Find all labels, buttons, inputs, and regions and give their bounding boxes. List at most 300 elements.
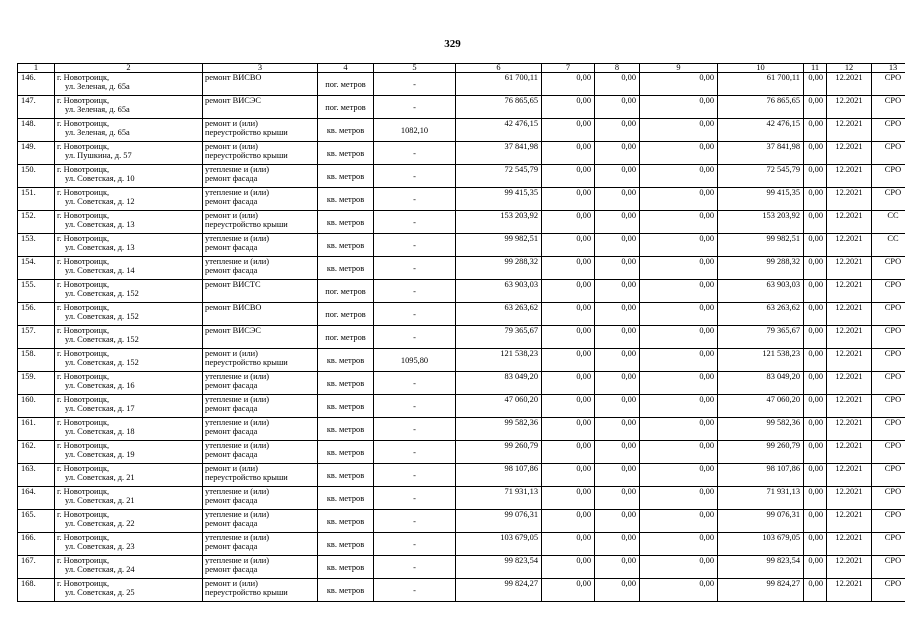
address-cell xyxy=(55,441,203,464)
fund-cost-cell: 47 060,20 xyxy=(718,395,804,418)
work-type-line1: утепление и (или) xyxy=(205,556,270,565)
completion-date-cell: 12.2021 xyxy=(827,510,872,533)
col8-cell: 0,00 xyxy=(542,418,595,441)
work-type-cell xyxy=(203,188,318,211)
table-row xyxy=(18,188,905,211)
row-number: 159. xyxy=(18,372,55,395)
fund-source-cell: СС xyxy=(872,211,905,234)
col10-cell: 0,00 xyxy=(640,487,718,510)
unit-cell: кв. метров xyxy=(318,487,374,510)
address-city: г. Новотроицк, xyxy=(57,188,110,197)
column-header: 12 xyxy=(827,64,872,73)
col9-cell: 0,00 xyxy=(595,326,640,349)
col9-cell: 0,00 xyxy=(595,234,640,257)
work-type-line1: ремонт и (или) xyxy=(205,119,258,128)
col10-cell: 0,00 xyxy=(640,96,718,119)
area-cell: - xyxy=(374,234,456,257)
area-cell: - xyxy=(374,142,456,165)
address-street: ул. Советская, д. 152 xyxy=(65,335,139,344)
total-cost-cell: 153 203,92 xyxy=(456,211,542,234)
row-number: 165. xyxy=(18,510,55,533)
col10-cell: 0,00 xyxy=(640,579,718,602)
table-row xyxy=(18,441,905,464)
row-number: 157. xyxy=(18,326,55,349)
row-number: 148. xyxy=(18,119,55,142)
completion-date-cell: 12.2021 xyxy=(827,119,872,142)
fund-cost-cell: 99 288,32 xyxy=(718,257,804,280)
fund-source-cell: СРО xyxy=(872,556,905,579)
work-type-line1: утепление и (или) xyxy=(205,188,270,197)
address-street: ул. Зеленая, д. 65а xyxy=(65,105,130,114)
work-type-line1: утепление и (или) xyxy=(205,510,270,519)
col9-cell: 0,00 xyxy=(595,119,640,142)
unit-cell: кв. метров xyxy=(318,579,374,602)
completion-date-cell: 12.2021 xyxy=(827,73,872,96)
area-cell: - xyxy=(374,326,456,349)
col9-cell: 0,00 xyxy=(595,257,640,280)
completion-date-cell: 12.2021 xyxy=(827,211,872,234)
fund-source-cell: СРО xyxy=(872,510,905,533)
address-street: ул. Советская, д. 10 xyxy=(65,174,135,183)
address-cell xyxy=(55,533,203,556)
col10-cell: 0,00 xyxy=(640,257,718,280)
col9-cell: 0,00 xyxy=(595,464,640,487)
address-cell xyxy=(55,349,203,372)
work-type-line2: переустройство крыши xyxy=(205,151,288,160)
table-row xyxy=(18,395,905,418)
address-city: г. Новотроицк, xyxy=(57,326,110,335)
work-type-cell xyxy=(203,510,318,533)
table-row xyxy=(18,487,905,510)
col9-cell: 0,00 xyxy=(595,510,640,533)
work-type-cell xyxy=(203,257,318,280)
address-cell xyxy=(55,73,203,96)
col8-cell: 0,00 xyxy=(542,188,595,211)
area-cell: - xyxy=(374,280,456,303)
area-cell: - xyxy=(374,188,456,211)
table-row xyxy=(18,73,905,96)
work-type-cell xyxy=(203,533,318,556)
address-street: ул. Советская, д. 21 xyxy=(65,496,135,505)
work-type-cell xyxy=(203,441,318,464)
col12-cell: 0,00 xyxy=(804,326,827,349)
work-type-line1: ремонт ВИСВО xyxy=(205,303,262,312)
col8-cell: 0,00 xyxy=(542,579,595,602)
address-cell xyxy=(55,119,203,142)
col9-cell: 0,00 xyxy=(595,188,640,211)
area-cell: - xyxy=(374,579,456,602)
work-type-line2: ремонт фасада xyxy=(205,174,258,183)
completion-date-cell: 12.2021 xyxy=(827,418,872,441)
col12-cell: 0,00 xyxy=(804,165,827,188)
total-cost-cell: 83 049,20 xyxy=(456,372,542,395)
total-cost-cell: 99 076,31 xyxy=(456,510,542,533)
total-cost-cell: 99 415,35 xyxy=(456,188,542,211)
area-cell: - xyxy=(374,510,456,533)
table-header-row xyxy=(18,64,905,73)
fund-source-cell: СРО xyxy=(872,280,905,303)
col10-cell: 0,00 xyxy=(640,349,718,372)
work-type-line2: ремонт фасада xyxy=(205,519,258,528)
work-type-cell xyxy=(203,211,318,234)
col10-cell: 0,00 xyxy=(640,441,718,464)
row-number: 154. xyxy=(18,257,55,280)
col12-cell: 0,00 xyxy=(804,96,827,119)
col10-cell: 0,00 xyxy=(640,510,718,533)
col10-cell: 0,00 xyxy=(640,142,718,165)
col9-cell: 0,00 xyxy=(595,487,640,510)
work-type-line2: переустройство крыши xyxy=(205,358,288,367)
address-cell xyxy=(55,303,203,326)
area-cell: - xyxy=(374,487,456,510)
address-cell xyxy=(55,234,203,257)
col9-cell: 0,00 xyxy=(595,441,640,464)
col12-cell: 0,00 xyxy=(804,556,827,579)
col10-cell: 0,00 xyxy=(640,119,718,142)
column-header: 1 xyxy=(18,64,55,73)
fund-cost-cell: 153 203,92 xyxy=(718,211,804,234)
table-row xyxy=(18,96,905,119)
col8-cell: 0,00 xyxy=(542,119,595,142)
col9-cell: 0,00 xyxy=(595,372,640,395)
unit-cell: пог. метров xyxy=(318,96,374,119)
unit-cell: кв. метров xyxy=(318,395,374,418)
row-number: 149. xyxy=(18,142,55,165)
fund-cost-cell: 63 263,62 xyxy=(718,303,804,326)
completion-date-cell: 12.2021 xyxy=(827,441,872,464)
fund-source-cell: СРО xyxy=(872,303,905,326)
table-row xyxy=(18,211,905,234)
col8-cell: 0,00 xyxy=(542,211,595,234)
work-type-line1: ремонт и (или) xyxy=(205,349,258,358)
work-type-line1: утепление и (или) xyxy=(205,234,270,243)
work-type-line1: ремонт и (или) xyxy=(205,211,258,220)
fund-cost-cell: 99 260,79 xyxy=(718,441,804,464)
unit-cell: кв. метров xyxy=(318,441,374,464)
work-type-line2: ремонт фасада xyxy=(205,404,258,413)
col12-cell: 0,00 xyxy=(804,349,827,372)
work-type-cell xyxy=(203,73,318,96)
address-cell xyxy=(55,96,203,119)
address-city: г. Новотроицк, xyxy=(57,395,110,404)
col9-cell: 0,00 xyxy=(595,73,640,96)
table-row xyxy=(18,326,905,349)
col12-cell: 0,00 xyxy=(804,280,827,303)
col9-cell: 0,00 xyxy=(595,556,640,579)
table-row xyxy=(18,372,905,395)
total-cost-cell: 61 700,11 xyxy=(456,73,542,96)
fund-source-cell: СС xyxy=(872,234,905,257)
area-cell: - xyxy=(374,395,456,418)
col8-cell: 0,00 xyxy=(542,280,595,303)
work-type-line2: ремонт фасада xyxy=(205,565,258,574)
address-city: г. Новотроицк, xyxy=(57,556,110,565)
total-cost-cell: 47 060,20 xyxy=(456,395,542,418)
address-cell xyxy=(55,510,203,533)
address-city: г. Новотроицк, xyxy=(57,142,110,151)
work-type-cell xyxy=(203,119,318,142)
address-city: г. Новотроицк, xyxy=(57,211,110,220)
address-street: ул. Советская, д. 21 xyxy=(65,473,135,482)
col8-cell: 0,00 xyxy=(542,165,595,188)
address-city: г. Новотроицк, xyxy=(57,73,110,82)
fund-cost-cell: 99 823,54 xyxy=(718,556,804,579)
completion-date-cell: 12.2021 xyxy=(827,464,872,487)
area-cell: - xyxy=(374,464,456,487)
area-cell: 1095,80 xyxy=(374,349,456,372)
col10-cell: 0,00 xyxy=(640,211,718,234)
work-type-line2: переустройство крыши xyxy=(205,128,288,137)
address-city: г. Новотроицк, xyxy=(57,119,110,128)
completion-date-cell: 12.2021 xyxy=(827,487,872,510)
completion-date-cell: 12.2021 xyxy=(827,188,872,211)
fund-cost-cell: 99 824,27 xyxy=(718,579,804,602)
col10-cell: 0,00 xyxy=(640,372,718,395)
total-cost-cell: 63 263,62 xyxy=(456,303,542,326)
completion-date-cell: 12.2021 xyxy=(827,96,872,119)
work-type-line1: ремонт ВИСТС xyxy=(205,280,261,289)
area-cell: - xyxy=(374,418,456,441)
table-row xyxy=(18,303,905,326)
col9-cell: 0,00 xyxy=(595,579,640,602)
fund-source-cell: СРО xyxy=(872,188,905,211)
total-cost-cell: 72 545,79 xyxy=(456,165,542,188)
work-type-cell xyxy=(203,418,318,441)
address-city: г. Новотроицк, xyxy=(57,533,110,542)
column-header: 9 xyxy=(640,64,718,73)
address-cell xyxy=(55,165,203,188)
completion-date-cell: 12.2021 xyxy=(827,165,872,188)
total-cost-cell: 99 288,32 xyxy=(456,257,542,280)
fund-cost-cell: 83 049,20 xyxy=(718,372,804,395)
work-type-line2: ремонт фасада xyxy=(205,427,258,436)
row-number: 147. xyxy=(18,96,55,119)
work-type-line1: ремонт ВИСЭС xyxy=(205,326,261,335)
table-row xyxy=(18,234,905,257)
address-street: ул. Советская, д. 18 xyxy=(65,427,135,436)
col12-cell: 0,00 xyxy=(804,510,827,533)
work-type-line1: утепление и (или) xyxy=(205,372,270,381)
work-type-line2: ремонт фасада xyxy=(205,450,258,459)
col8-cell: 0,00 xyxy=(542,510,595,533)
total-cost-cell: 99 824,27 xyxy=(456,579,542,602)
unit-cell: кв. метров xyxy=(318,510,374,533)
address-street: ул. Советская, д. 17 xyxy=(65,404,135,413)
col12-cell: 0,00 xyxy=(804,303,827,326)
fund-cost-cell: 99 076,31 xyxy=(718,510,804,533)
fund-cost-cell: 72 545,79 xyxy=(718,165,804,188)
work-type-line2: ремонт фасада xyxy=(205,266,258,275)
work-type-cell xyxy=(203,303,318,326)
col8-cell: 0,00 xyxy=(542,73,595,96)
unit-cell: кв. метров xyxy=(318,119,374,142)
table-row xyxy=(18,257,905,280)
col10-cell: 0,00 xyxy=(640,73,718,96)
address-street: ул. Советская, д. 12 xyxy=(65,197,135,206)
col8-cell: 0,00 xyxy=(542,257,595,280)
fund-source-cell: СРО xyxy=(872,349,905,372)
fund-source-cell: СРО xyxy=(872,579,905,602)
col8-cell: 0,00 xyxy=(542,96,595,119)
fund-cost-cell: 37 841,98 xyxy=(718,142,804,165)
col12-cell: 0,00 xyxy=(804,73,827,96)
row-number: 156. xyxy=(18,303,55,326)
address-street: ул. Зеленая, д. 65а xyxy=(65,128,130,137)
total-cost-cell: 98 107,86 xyxy=(456,464,542,487)
address-street: ул. Советская, д. 13 xyxy=(65,220,135,229)
fund-source-cell: СРО xyxy=(872,441,905,464)
row-number: 146. xyxy=(18,73,55,96)
row-number: 152. xyxy=(18,211,55,234)
address-cell xyxy=(55,418,203,441)
table-row xyxy=(18,556,905,579)
work-type-line1: утепление и (или) xyxy=(205,487,270,496)
table-row xyxy=(18,280,905,303)
column-header: 8 xyxy=(595,64,640,73)
col8-cell: 0,00 xyxy=(542,556,595,579)
area-cell: - xyxy=(374,372,456,395)
col12-cell: 0,00 xyxy=(804,579,827,602)
col10-cell: 0,00 xyxy=(640,418,718,441)
area-cell: 1082,10 xyxy=(374,119,456,142)
col12-cell: 0,00 xyxy=(804,533,827,556)
work-type-line1: утепление и (или) xyxy=(205,395,270,404)
table-row xyxy=(18,119,905,142)
completion-date-cell: 12.2021 xyxy=(827,349,872,372)
work-type-line1: ремонт ВИСЭС xyxy=(205,96,261,105)
area-cell: - xyxy=(374,73,456,96)
address-street: ул. Советская, д. 16 xyxy=(65,381,135,390)
column-header: 11 xyxy=(804,64,827,73)
fund-cost-cell: 99 582,36 xyxy=(718,418,804,441)
fund-cost-cell: 103 679,05 xyxy=(718,533,804,556)
column-header: 7 xyxy=(542,64,595,73)
completion-date-cell: 12.2021 xyxy=(827,556,872,579)
address-cell xyxy=(55,464,203,487)
total-cost-cell: 76 865,65 xyxy=(456,96,542,119)
col8-cell: 0,00 xyxy=(542,487,595,510)
col8-cell: 0,00 xyxy=(542,395,595,418)
address-city: г. Новотроицк, xyxy=(57,96,110,105)
address-cell xyxy=(55,395,203,418)
address-cell xyxy=(55,257,203,280)
unit-cell: кв. метров xyxy=(318,464,374,487)
work-type-line1: утепление и (или) xyxy=(205,257,270,266)
address-cell xyxy=(55,142,203,165)
row-number: 164. xyxy=(18,487,55,510)
unit-cell: кв. метров xyxy=(318,211,374,234)
work-type-cell xyxy=(203,579,318,602)
row-number: 160. xyxy=(18,395,55,418)
work-type-line2: ремонт фасада xyxy=(205,381,258,390)
unit-cell: кв. метров xyxy=(318,349,374,372)
fund-source-cell: СРО xyxy=(872,372,905,395)
completion-date-cell: 12.2021 xyxy=(827,579,872,602)
address-city: г. Новотроицк, xyxy=(57,257,110,266)
area-cell: - xyxy=(374,556,456,579)
address-cell xyxy=(55,556,203,579)
completion-date-cell: 12.2021 xyxy=(827,303,872,326)
address-city: г. Новотроицк, xyxy=(57,441,110,450)
col9-cell: 0,00 xyxy=(595,142,640,165)
col10-cell: 0,00 xyxy=(640,234,718,257)
fund-source-cell: СРО xyxy=(872,464,905,487)
unit-cell: пог. метров xyxy=(318,326,374,349)
table-row xyxy=(18,464,905,487)
col12-cell: 0,00 xyxy=(804,234,827,257)
table-body xyxy=(18,73,905,602)
col12-cell: 0,00 xyxy=(804,257,827,280)
completion-date-cell: 12.2021 xyxy=(827,257,872,280)
col8-cell: 0,00 xyxy=(542,303,595,326)
work-type-line2: ремонт фасада xyxy=(205,542,258,551)
address-street: ул. Советская, д. 152 xyxy=(65,312,139,321)
col9-cell: 0,00 xyxy=(595,533,640,556)
address-street: ул. Советская, д. 19 xyxy=(65,450,135,459)
work-type-line2: ремонт фасада xyxy=(205,496,258,505)
col10-cell: 0,00 xyxy=(640,188,718,211)
fund-cost-cell: 76 865,65 xyxy=(718,96,804,119)
repair-program-table xyxy=(17,63,905,602)
address-city: г. Новотроицк, xyxy=(57,418,110,427)
total-cost-cell: 63 903,03 xyxy=(456,280,542,303)
work-type-cell xyxy=(203,464,318,487)
work-type-line1: утепление и (или) xyxy=(205,533,270,542)
col8-cell: 0,00 xyxy=(542,326,595,349)
address-cell xyxy=(55,188,203,211)
table-row xyxy=(18,510,905,533)
col12-cell: 0,00 xyxy=(804,188,827,211)
address-cell xyxy=(55,372,203,395)
work-type-line2: переустройство крыши xyxy=(205,473,288,482)
col8-cell: 0,00 xyxy=(542,464,595,487)
total-cost-cell: 37 841,98 xyxy=(456,142,542,165)
address-street: ул. Советская, д. 22 xyxy=(65,519,135,528)
work-type-cell xyxy=(203,165,318,188)
col12-cell: 0,00 xyxy=(804,142,827,165)
table-row xyxy=(18,579,905,602)
col9-cell: 0,00 xyxy=(595,211,640,234)
area-cell: - xyxy=(374,96,456,119)
address-street: ул. Советская, д. 152 xyxy=(65,289,139,298)
unit-cell: пог. метров xyxy=(318,303,374,326)
col9-cell: 0,00 xyxy=(595,349,640,372)
address-city: г. Новотроицк, xyxy=(57,579,110,588)
area-cell: - xyxy=(374,211,456,234)
col12-cell: 0,00 xyxy=(804,487,827,510)
address-street: ул. Пушкина, д. 57 xyxy=(65,151,132,160)
col9-cell: 0,00 xyxy=(595,395,640,418)
unit-cell: кв. метров xyxy=(318,257,374,280)
unit-cell: кв. метров xyxy=(318,142,374,165)
work-type-cell xyxy=(203,280,318,303)
unit-cell: кв. метров xyxy=(318,556,374,579)
row-number: 155. xyxy=(18,280,55,303)
fund-source-cell: СРО xyxy=(872,165,905,188)
col12-cell: 0,00 xyxy=(804,119,827,142)
completion-date-cell: 12.2021 xyxy=(827,280,872,303)
total-cost-cell: 121 538,23 xyxy=(456,349,542,372)
unit-cell: кв. метров xyxy=(318,418,374,441)
total-cost-cell: 99 982,51 xyxy=(456,234,542,257)
address-city: г. Новотроицк, xyxy=(57,349,110,358)
address-cell xyxy=(55,487,203,510)
address-city: г. Новотроицк, xyxy=(57,303,110,312)
row-number: 168. xyxy=(18,579,55,602)
address-city: г. Новотроицк, xyxy=(57,464,110,473)
col12-cell: 0,00 xyxy=(804,395,827,418)
completion-date-cell: 12.2021 xyxy=(827,533,872,556)
